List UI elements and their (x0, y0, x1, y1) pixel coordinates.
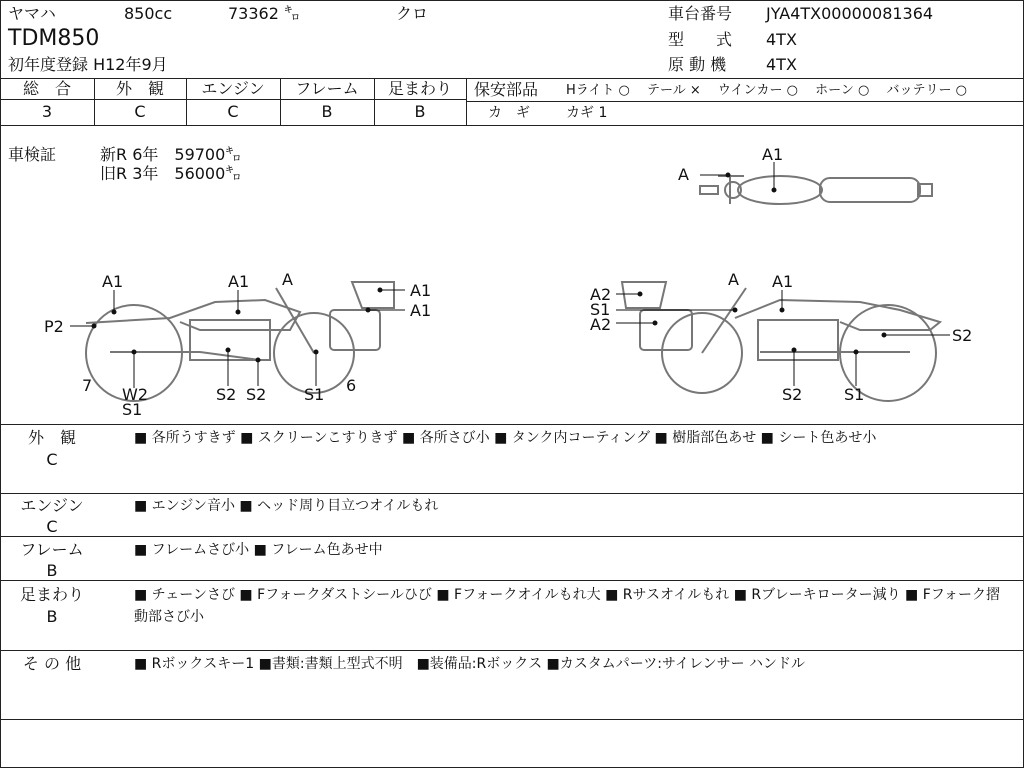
diagram-label: A1 (762, 145, 784, 164)
grade-value-exterior: C (134, 102, 146, 121)
diagram-label: S2 (952, 326, 973, 345)
remark-text-suspension: ■ チェーンさび ■ Fフォークダストシールひび ■ Fフォークオイルもれ大 ■ Rサスオイルもれ ■ Rブレーキローター減り ■ Fフォーク摺動部さび小 (134, 587, 1001, 625)
diagram-label: 7 (82, 376, 93, 395)
leader-dot (772, 188, 776, 192)
diagram-label: A1 (410, 301, 432, 320)
remark-label-other: そ の 他 (22, 654, 82, 673)
remark-grade-exterior: C (46, 450, 58, 469)
grade-label-engine: エンジン (201, 79, 265, 98)
diagram-label: 6 (346, 376, 357, 395)
remark-text-engine: ■ エンジン音小 ■ ヘッド周り目立つオイルもれ (134, 498, 439, 514)
leader-dot (314, 350, 318, 354)
maker: ヤマハ (8, 4, 56, 23)
diagram-outline (352, 282, 394, 308)
divider (0, 580, 1024, 581)
displacement: 850cc (124, 4, 173, 23)
remark-label-suspension: 足まわり (19, 585, 84, 604)
frame-number: JYA4TX00000081364 (766, 4, 934, 23)
leader-dot (854, 350, 858, 354)
diagram-label: S2 (216, 385, 237, 404)
grade-label-exterior: 外 観 (115, 79, 164, 98)
grade-label-suspension: 足まわり (387, 79, 452, 98)
diagram-label: A1 (772, 272, 794, 291)
remark-text-other: ■ Rボックスキー1 ■書類:書類上型式不明 ■装備品:Rボックス ■カスタムパーツ:サイレンサー ハンドル (134, 656, 806, 672)
diagram-label: S1 (590, 300, 611, 319)
leader-dot (256, 358, 260, 362)
grade-label-overall: 総 合 (22, 79, 71, 98)
diagram-label: S1 (304, 385, 325, 404)
frame-number-label: 車台番号 (668, 4, 733, 23)
leader-dot (792, 348, 796, 352)
divider (0, 650, 1024, 651)
grade-value-frame: B (321, 102, 333, 121)
key-value: カギ 1 (566, 105, 608, 121)
leader-dot (132, 350, 136, 354)
diagram-label: A1 (410, 281, 432, 300)
remark-grade-frame: B (46, 561, 58, 580)
inspection-label: 車検証 (8, 145, 57, 164)
diagram-label: A2 (590, 315, 612, 334)
leader-dot (226, 348, 230, 352)
diagram-label: A (282, 270, 293, 289)
leader-dot (726, 173, 730, 177)
leader-dot (733, 308, 737, 312)
diagram-outline (738, 176, 822, 204)
remark-label-exterior: 外 観 (27, 428, 76, 447)
diagram-label: A (728, 270, 739, 289)
diagram-label: S2 (782, 385, 803, 404)
grade-value-suspension: B (414, 102, 426, 121)
diagram-outline (700, 186, 718, 194)
model-name: TDM850 (8, 26, 100, 51)
inspection-new: 新R 6年 59700㌔ (100, 145, 242, 164)
diagram-outline (640, 310, 692, 350)
diagram-outline (622, 282, 666, 308)
safety-parts-label: 保安部品 (474, 80, 539, 99)
diagram-outline (276, 288, 314, 353)
diagram-label: A1 (102, 272, 124, 291)
grade-value-overall: 3 (41, 102, 53, 121)
engine-value: 4TX (766, 55, 797, 74)
leader-dot (236, 310, 240, 314)
diagram-outline (702, 288, 746, 353)
leader-dot (92, 324, 96, 328)
divider (0, 424, 1024, 425)
first-registration: 初年度登録 H12年9月 (8, 55, 168, 74)
remark-grade-engine: C (46, 517, 58, 536)
leader-dot (882, 333, 886, 337)
leader-dot (366, 308, 370, 312)
engine-label: 原 動 機 (668, 55, 727, 74)
remark-text-exterior: ■ 各所うすきず ■ スクリーンこすりきず ■ 各所さび小 ■ タンク内コーティング ■ 樹脂部色あせ ■ シート色あせ小 (134, 430, 877, 446)
diagram-label: S1 (844, 385, 865, 404)
diagram-label: W2 (122, 385, 148, 404)
remark-text-frame: ■ フレームさび小 ■ フレーム色あせ中 (134, 542, 383, 558)
diagram-label: A (678, 165, 689, 184)
safety-parts-items: Hライト ○ テール × ウインカー ○ ホーン ○ バッテリー ○ (566, 83, 967, 98)
diagram-label: S1 (122, 400, 143, 419)
leader-dot (638, 292, 642, 296)
diagram-label: P2 (44, 317, 64, 336)
diagram-outline (758, 320, 838, 360)
leader-dot (112, 310, 116, 314)
remark-grade-suspension: B (46, 607, 58, 626)
diagram-label: A2 (590, 285, 612, 304)
divider (0, 719, 1024, 720)
type-label: 型 式 (668, 30, 733, 49)
diagram-outline (86, 300, 300, 330)
grade-label-frame: フレーム (295, 79, 359, 98)
diagram-outline (190, 320, 270, 360)
diagram-label: S2 (246, 385, 267, 404)
diagram-outline (330, 310, 380, 350)
remark-label-engine: エンジン (20, 496, 84, 515)
key-label: カ ギ (488, 105, 530, 121)
leader-dot (780, 308, 784, 312)
leader-dot (378, 288, 382, 292)
color: クロ (396, 4, 429, 23)
leader-dot (653, 321, 657, 325)
divider (0, 536, 1024, 537)
divider (0, 493, 1024, 494)
diagram-label: A1 (228, 272, 250, 291)
inspection-old: 旧R 3年 56000㌔ (100, 164, 242, 183)
grade-value-engine: C (227, 102, 239, 121)
diagram-outline (820, 178, 920, 202)
remark-label-frame: フレーム (20, 540, 84, 559)
type-value: 4TX (766, 30, 797, 49)
mileage: 73362 ㌔ (228, 4, 300, 23)
